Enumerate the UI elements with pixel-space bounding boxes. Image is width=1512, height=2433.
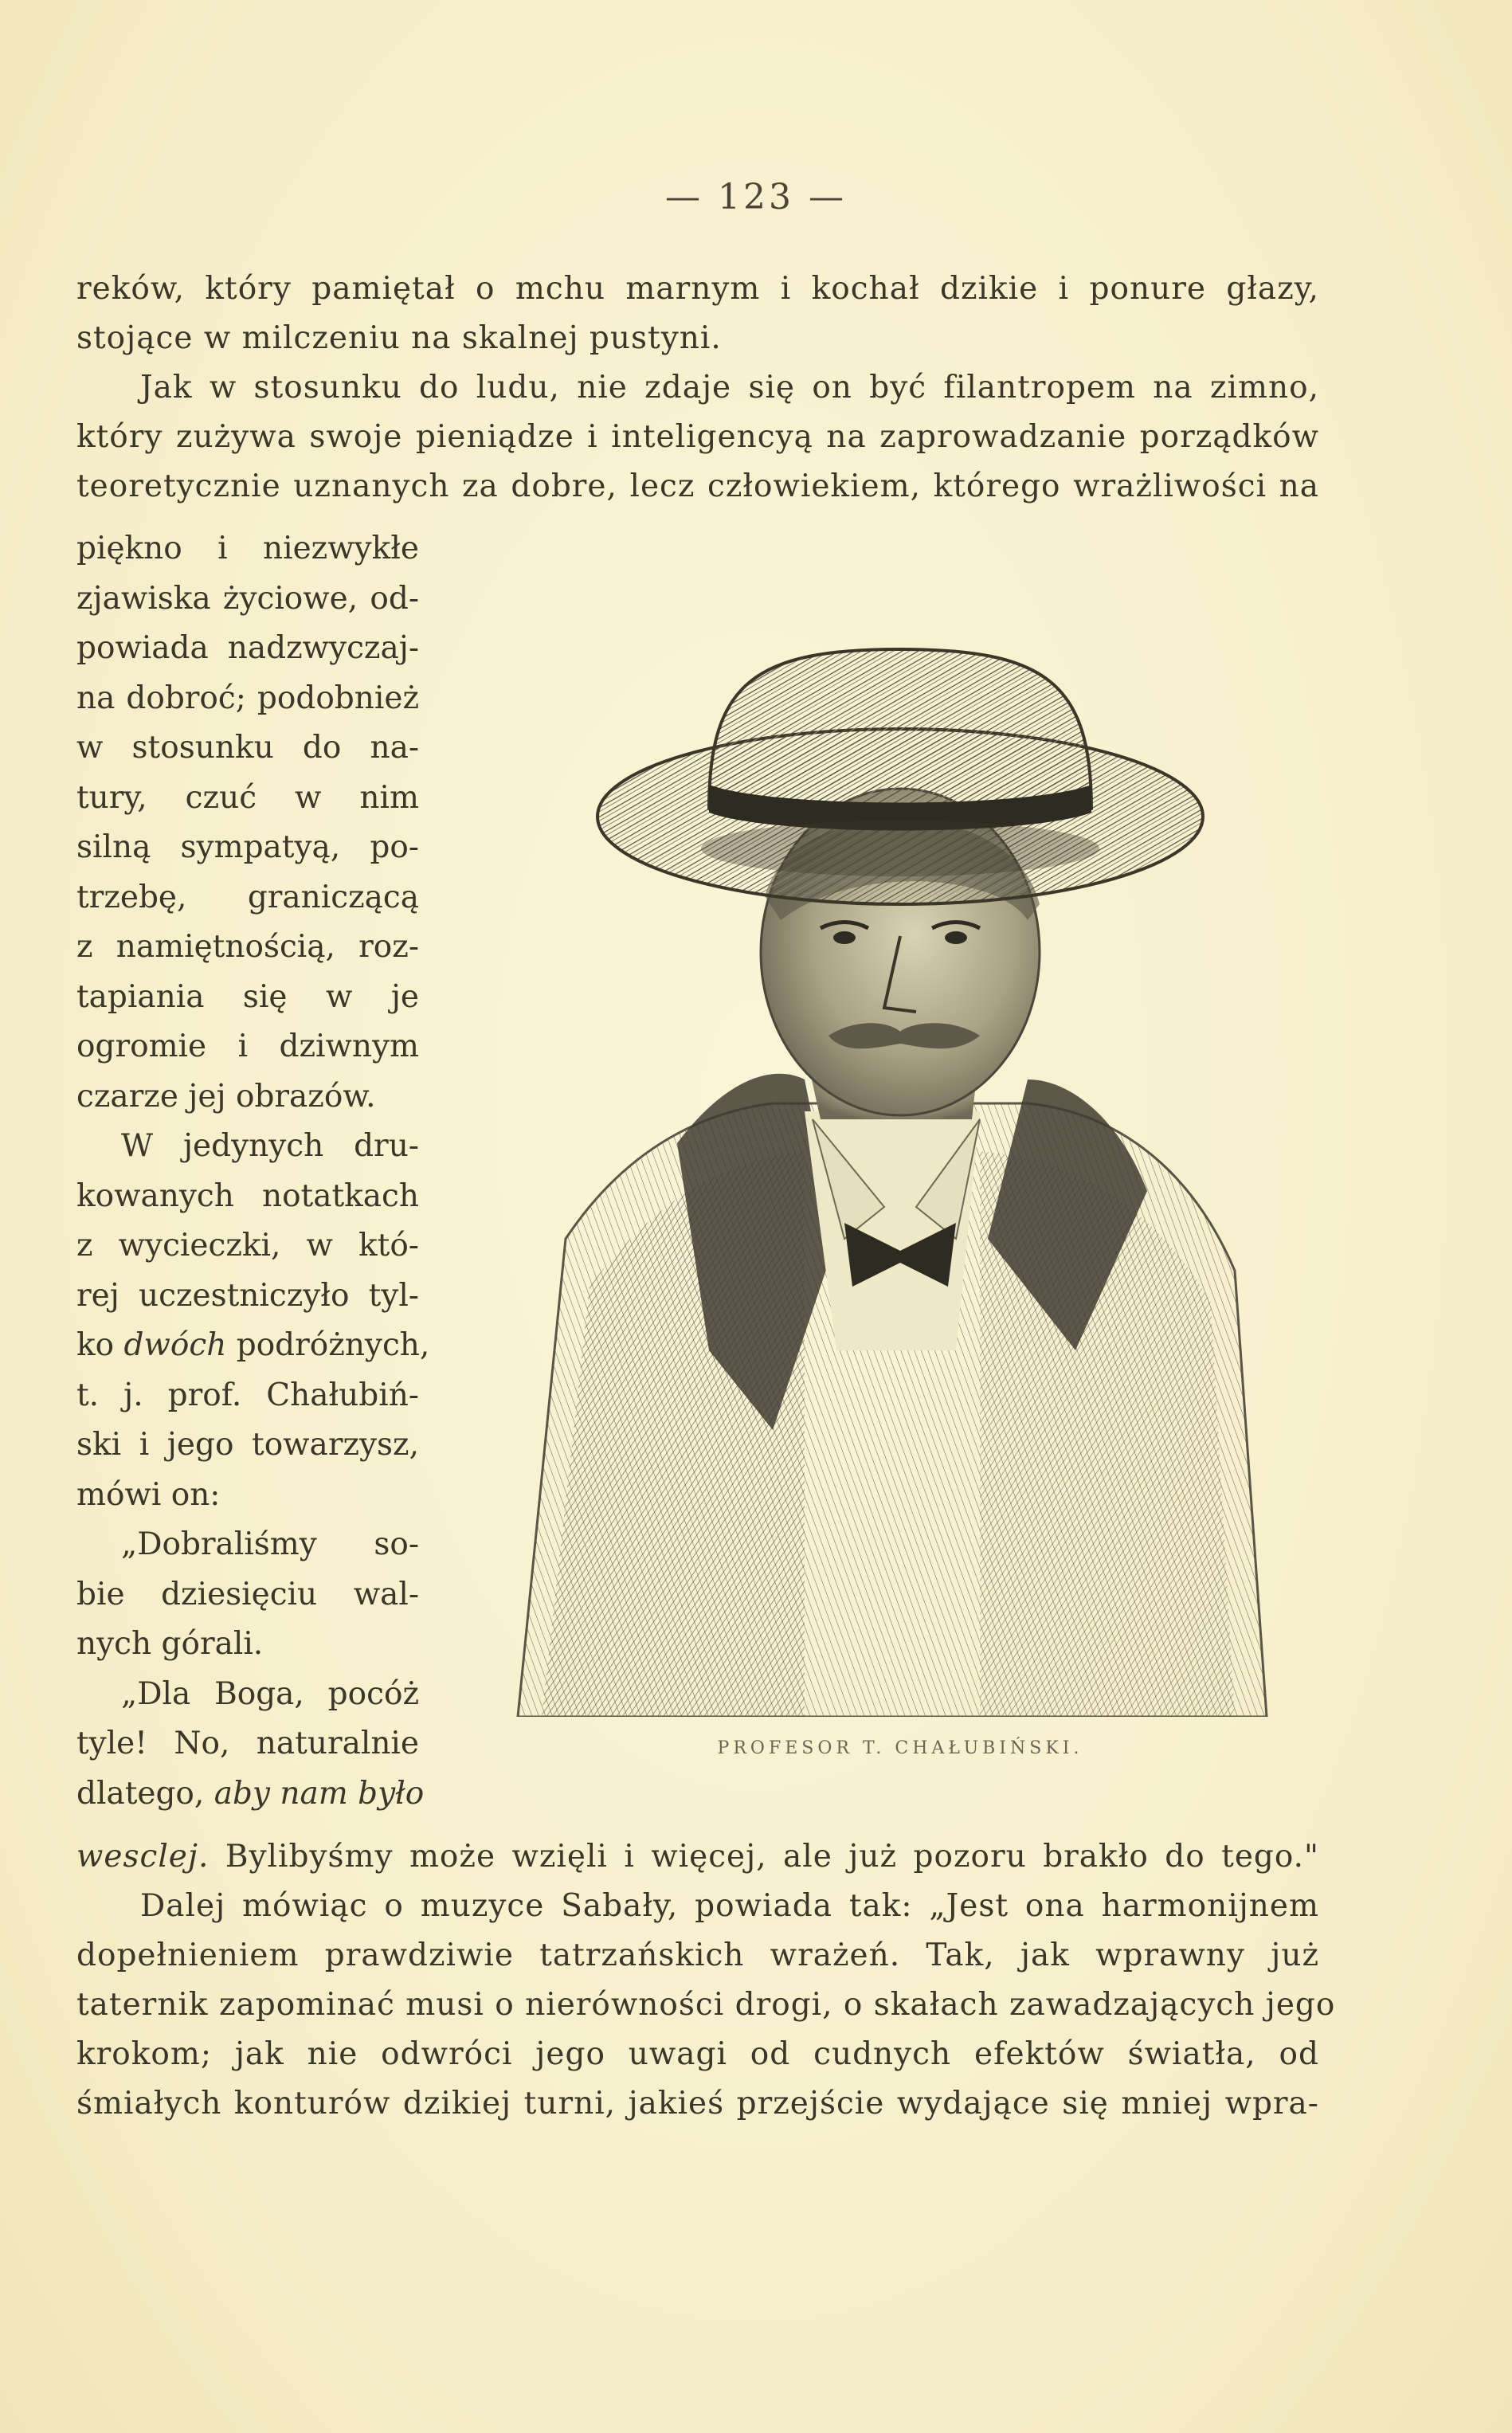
text-line: tyle! No, naturalnie xyxy=(76,1726,419,1761)
text-line: kowanych notatkach xyxy=(76,1177,419,1214)
text-fragment: ko xyxy=(76,1327,115,1363)
text-line: piękno i niezwykłe xyxy=(76,531,419,566)
text-line: Jak w stosunku do ludu, nie zdaje się on być filantropem na zimno, xyxy=(140,370,1319,406)
text-line: reków, który pamiętał o mchu marnym i kochał dzikie i ponure głazy, xyxy=(76,271,1319,307)
text-line: dopełnieniem prawdziwie tatrzańskich wrażeń. Tak, jak wprawny już xyxy=(76,1937,1319,1973)
portrait-engraving xyxy=(470,633,1314,1717)
text-line: trzebę, graniczącą xyxy=(76,879,419,915)
text-line: teoretycznie uznanych za dobre, lecz człowiekiem, którego wrażliwości na xyxy=(76,468,1319,504)
bottom-text-block xyxy=(76,1832,1336,2129)
text-line: W jedynych dru- xyxy=(121,1128,419,1164)
text-line xyxy=(76,1769,425,1820)
text-line: zjawiska życiowe, od- xyxy=(76,580,419,617)
text-line xyxy=(76,1832,1319,1882)
text-line: ogromie i dziwnym xyxy=(76,1028,419,1064)
text-line: tapiania się w je xyxy=(76,978,419,1015)
text-fragment: dlatego, xyxy=(76,1775,205,1812)
text-line: taternik zapominać musi o nierówności drogi, o skałach zawadzających jego xyxy=(76,1987,1336,2023)
italic-text: wesclej. xyxy=(76,1839,210,1875)
text-line: stojące w milczeniu na skalnej pustyni. xyxy=(76,320,722,356)
text-line: silną sympatyą, po- xyxy=(76,829,419,865)
text-line: z namiętnością, roz- xyxy=(76,929,419,965)
text-line: Dalej mówiąc o muzyce Sabały, powiada tak: „Jest ona harmonijnem xyxy=(140,1888,1319,1924)
text-line: na dobroć; podobnież xyxy=(76,680,419,716)
text-line: krokom; jak nie odwróci jego uwagi od cudnych efektów światła, od xyxy=(76,2036,1319,2072)
text-line: „Dla Boga, pocóż xyxy=(121,1675,419,1712)
italic-text: dwóch xyxy=(123,1327,227,1363)
text-line: mówi on: xyxy=(76,1476,221,1513)
text-line xyxy=(76,1321,430,1371)
text-line: śmiałych konturów dzikiej turni, jakieś przejście wydające się mniej wpra- xyxy=(76,2086,1319,2122)
top-text-block xyxy=(76,264,1319,511)
text-line: powiada nadzwyczaj- xyxy=(76,630,419,666)
text-line: tury, czuć w nim xyxy=(76,779,419,816)
text-line: ski i jego towarzysz, xyxy=(76,1427,419,1463)
text-fragment: Bylibyśmy może wzięli i więcej, ale już pozoru brakło do tego." xyxy=(225,1839,1319,1875)
text-line: nych górali. xyxy=(76,1626,264,1662)
text-line: rej uczestniczyło tyl- xyxy=(76,1277,419,1314)
page-number: — 123 — xyxy=(665,177,847,217)
text-line: czarze jej obrazów. xyxy=(76,1078,376,1115)
illustration-caption: PROFESOR T. CHAŁUBIŃSKI. xyxy=(717,1738,1083,1758)
italic-text: aby nam było xyxy=(213,1775,425,1812)
text-line: bie dziesięciu wal- xyxy=(76,1576,419,1612)
text-line: „Dobraliśmy so- xyxy=(121,1526,419,1562)
column-text-block xyxy=(76,524,430,1819)
text-fragment: podróżnych, xyxy=(236,1327,430,1363)
text-line: w stosunku do na- xyxy=(76,730,419,766)
text-line: t. j. prof. Chałubiń- xyxy=(76,1377,419,1413)
text-line: który zużywa swoje pieniądze i inteligencyą na zaprowadzanie porządków xyxy=(76,419,1319,455)
text-line: z wycieczki, w któ- xyxy=(76,1228,419,1264)
